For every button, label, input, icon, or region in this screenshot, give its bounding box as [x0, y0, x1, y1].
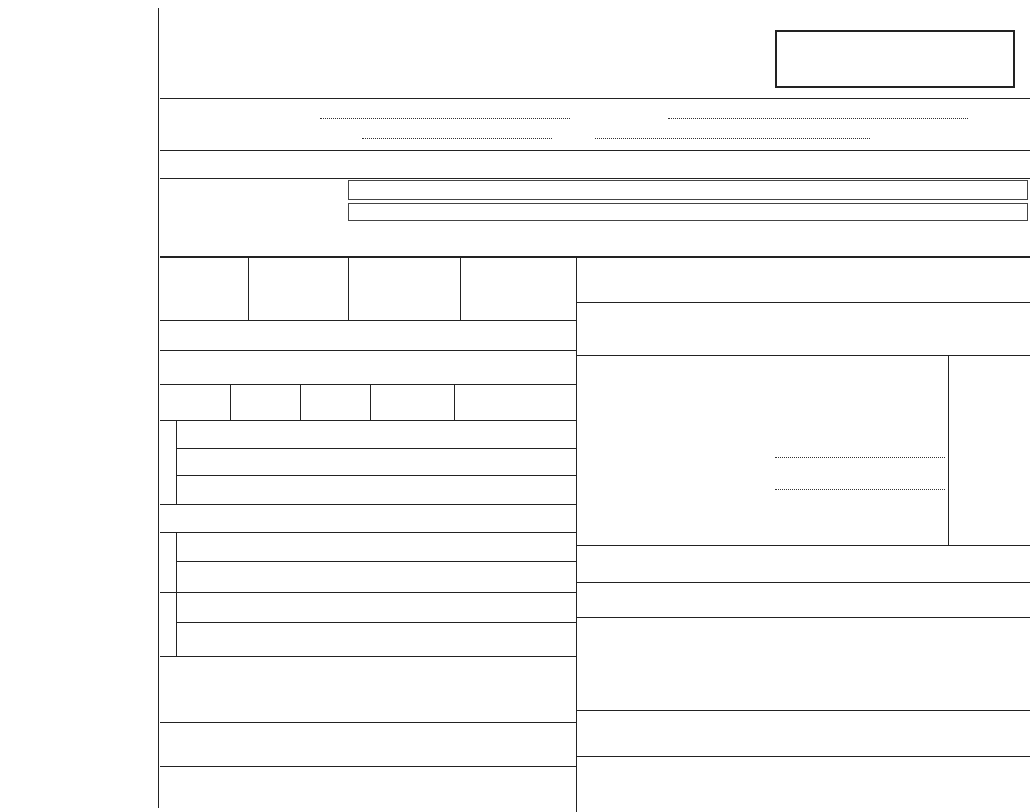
- rule-3: [160, 178, 1030, 179]
- form-left-border: [158, 8, 159, 808]
- rule-top: [160, 98, 1030, 99]
- interval-divider: [948, 355, 949, 545]
- rule-l1: [160, 320, 576, 321]
- rule-r3: [576, 545, 1030, 546]
- rule-l12: [160, 656, 576, 657]
- surname-box: [348, 180, 1028, 200]
- rule-r6: [576, 710, 1030, 711]
- rule-r2: [576, 355, 1030, 356]
- rule-l14: [160, 766, 576, 767]
- street-line: [595, 138, 870, 139]
- cause-c-line: [775, 489, 945, 490]
- div-age-2: [300, 384, 301, 420]
- div-5-6: [348, 257, 349, 320]
- rule-l9: [176, 561, 576, 562]
- rule-l4: [160, 420, 576, 421]
- rule-r7: [576, 756, 1030, 757]
- muni-line: [668, 118, 968, 119]
- cause-b-line: [775, 457, 945, 458]
- rule-l8: [160, 532, 576, 533]
- rule-l2: [160, 350, 576, 351]
- rule-r4: [576, 582, 1030, 583]
- rule-l10: [160, 592, 576, 593]
- rule-l6: [176, 475, 576, 476]
- father-bar: [176, 532, 177, 592]
- rule-l5: [176, 448, 576, 449]
- div-age-1: [230, 384, 231, 420]
- column-divider: [576, 257, 577, 812]
- rule-r5: [576, 617, 1030, 618]
- div-age-4: [454, 384, 455, 420]
- rule-2: [160, 150, 1030, 151]
- mother-bar: [176, 592, 177, 656]
- county-line: [320, 118, 570, 119]
- rule-r1: [576, 302, 1030, 303]
- rule-l11: [176, 622, 576, 623]
- certificate-number-box: [775, 30, 1015, 88]
- div-age-3: [370, 384, 371, 420]
- rule-l7: [160, 504, 576, 505]
- city-line: [362, 138, 552, 139]
- given-names-box: [348, 203, 1028, 221]
- rule-l3: [160, 384, 576, 385]
- div-6-7: [460, 257, 461, 320]
- div-4-5: [248, 257, 249, 320]
- occupation-bar: [176, 420, 177, 504]
- rule-l13: [160, 722, 576, 723]
- rule-4: [160, 256, 1030, 258]
